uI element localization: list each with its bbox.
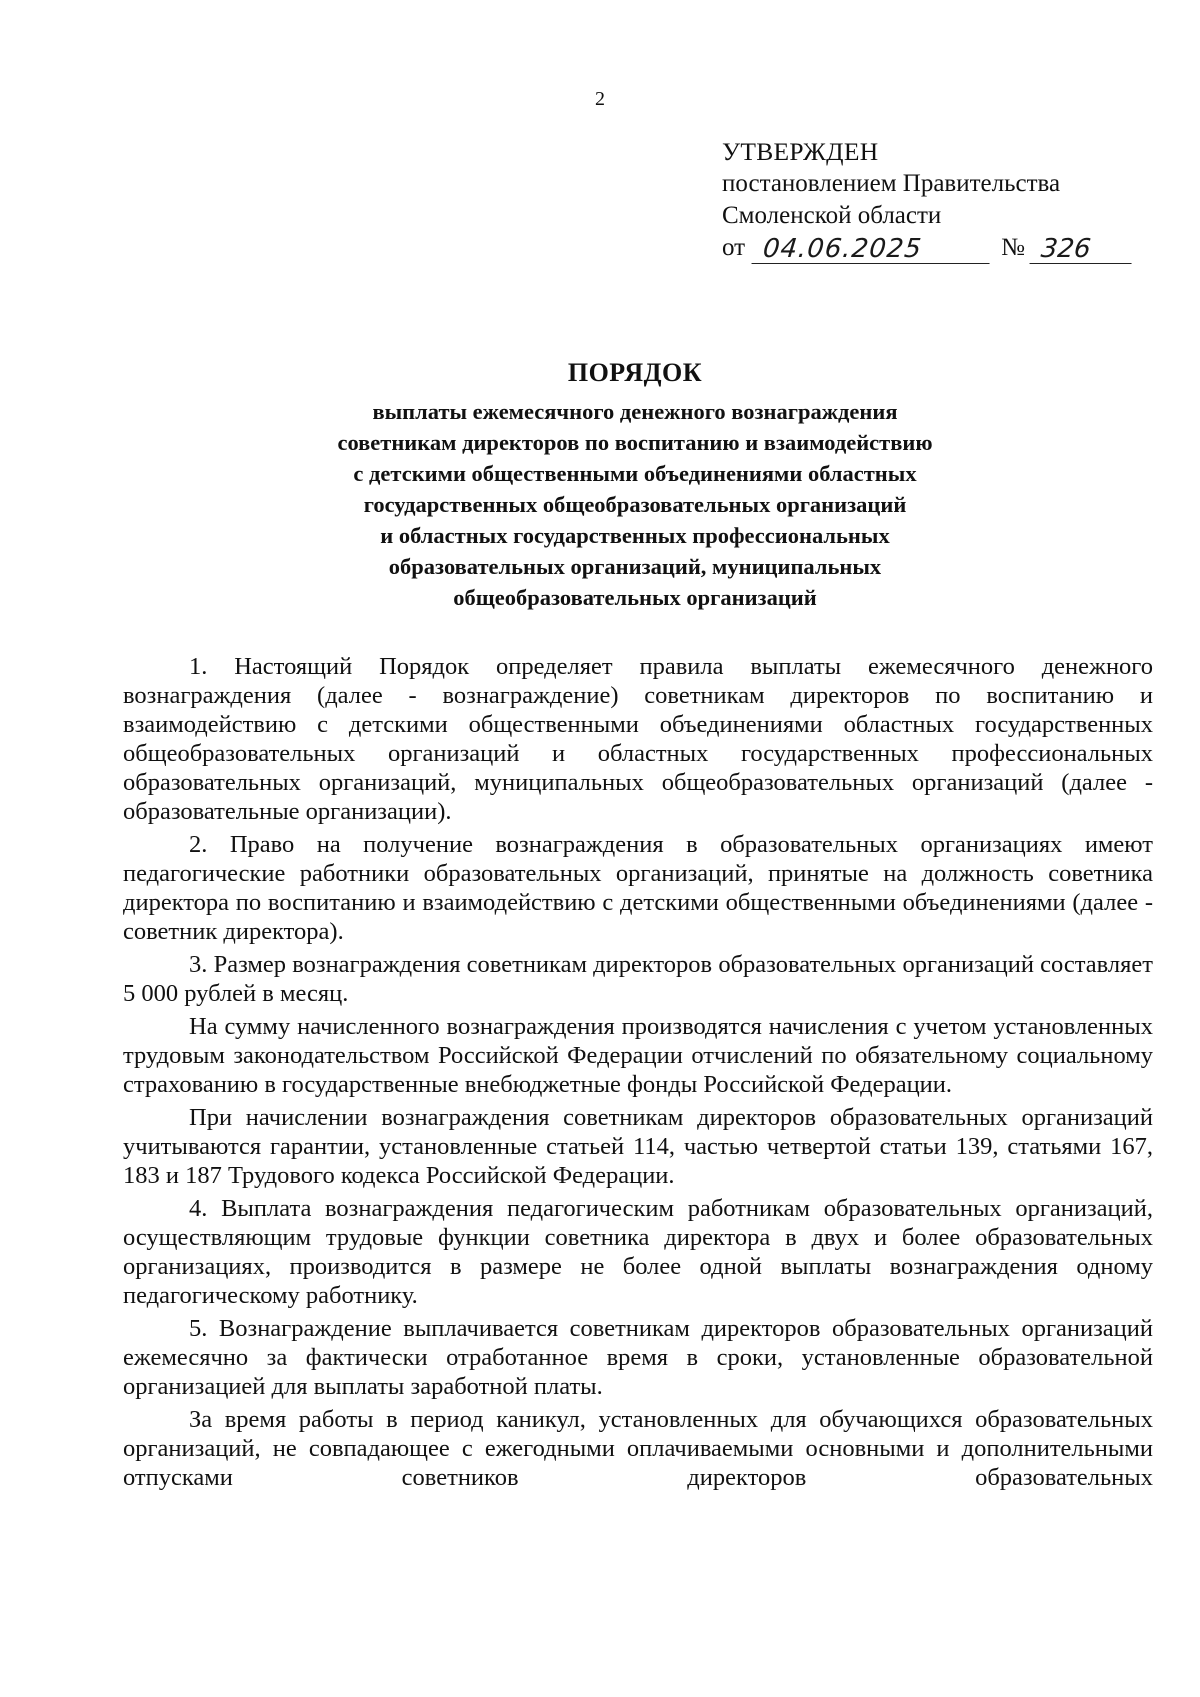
paragraph-5: 5. Вознаграждение выплачивается советникам директоров образовательных организаций ежемесячно за фактически отработанное время в сроки, установленные образовательной организацией для выплаты заработной платы.: [123, 1315, 1153, 1400]
document-title: [0, 356, 1200, 613]
subtitle-line: выплаты ежемесячного денежного вознаграждения: [372, 399, 898, 424]
title-subtitle: [0, 396, 1200, 613]
approval-heading: УТВЕРЖДЕН: [722, 137, 879, 166]
paragraph-3-guarantees: При начислении вознаграждения советникам директоров образовательных организаций учитываются гарантии, установленные статьей 114, частью четвертой статьи 139, статьями 167, 183 и 187 Трудового кодекса Российской Федерации.: [123, 1104, 1153, 1189]
handwritten-date: 04.06.2025: [752, 235, 993, 264]
subtitle-line: и областных государственных профессиональных: [380, 523, 890, 548]
paragraph-1: 1. Настоящий Порядок определяет правила выплаты ежемесячного денежного вознаграждения (далее - вознаграждение) советникам директоров по воспитанию и взаимодействию с детскими общественными объединениями областных государственных общеобразовательных организаций и областных государственных профессиональных образовательных организаций, муниципальных общеобразовательных организаций (далее - образовательные организации).: [123, 653, 1153, 825]
paragraph-3: 3. Размер вознаграждения советникам директоров образовательных организаций составляет 5 000 рублей в месяц.: [123, 951, 1153, 1007]
approval-line-2: Смоленской области: [722, 202, 942, 229]
approval-stamp: [722, 136, 1133, 264]
document-body: [123, 652, 1153, 1496]
paragraph-3-contributions: На сумму начисленного вознаграждения производятся начисления с учетом установленных трудовым законодательством Российской Федерации отчислений по обязательному социальному страхованию в государственные внебюджетные фонды Российской Федерации.: [123, 1013, 1153, 1098]
subtitle-line: общеобразовательных организаций: [453, 585, 817, 610]
paragraph-5-vacation: За время работы в период каникул, установленных для обучающихся образовательных организаций, не совпадающее с ежегодными оплачиваемыми основными и дополнительными отпусками советников директоров образовательных: [123, 1406, 1153, 1491]
number-prefix: №: [1001, 234, 1025, 261]
handwritten-number: 326: [1029, 235, 1134, 264]
approval-line-1: постановлением Правительства: [722, 170, 1061, 197]
approval-date-row: [722, 232, 1133, 264]
paragraph-4: 4. Выплата вознаграждения педагогическим работникам образовательных организаций, осуществляющим трудовые функции советника директора в двух и более образовательных организациях, производится в размере не более одной выплаты вознаграждения одному педагогическому работнику.: [123, 1195, 1153, 1309]
page-number: 2: [595, 88, 605, 110]
subtitle-line: советникам директоров по воспитанию и взаимодействию: [337, 430, 933, 455]
paragraph-2: 2. Право на получение вознаграждения в образовательных организациях имеют педагогические работники образовательных организаций, принятые на должность советника директора по воспитанию и взаимодействию с детскими общественными объединениями (далее - советник директора).: [123, 831, 1153, 945]
subtitle-line: с детскими общественными объединениями областных: [353, 461, 917, 486]
date-prefix: от: [722, 234, 746, 261]
title-main: ПОРЯДОК: [567, 358, 703, 387]
subtitle-line: государственных общеобразовательных организаций: [363, 492, 907, 517]
subtitle-line: образовательных организаций, муниципальных: [388, 554, 882, 579]
